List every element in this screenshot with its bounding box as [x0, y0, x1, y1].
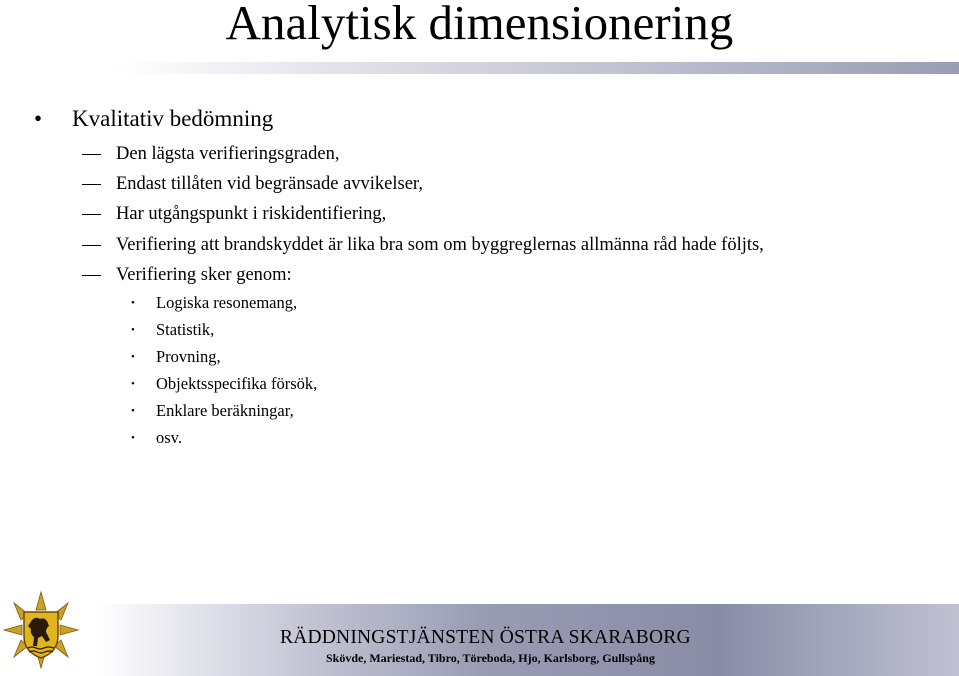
emblem-lion-icon — [2, 590, 80, 670]
bullet-level2-text: Verifiering att brandskyddet är lika bra som om byggreglernas allmänna råd hade följts, — [116, 235, 764, 255]
dash-icon — [82, 184, 101, 185]
dash-icon — [82, 214, 101, 215]
bullet-level2-text: Endast tillåten vid begränsade avvikelser, — [116, 174, 423, 194]
bullet-level2-text: Har utgångspunkt i riskidentifiering, — [116, 204, 387, 224]
bullet-level1-text: Kvalitativ bedömning — [72, 106, 274, 131]
dash-icon — [82, 275, 101, 276]
dash-icon — [82, 154, 101, 155]
bullet-level3-text: Logiska resonemang, — [156, 293, 298, 312]
bullet-dot-icon: • — [131, 324, 135, 336]
title-divider — [0, 62, 959, 74]
organization-name: RÄDDNINGSTJÄNSTEN ÖSTRA SKARABORG — [280, 627, 691, 648]
bullet-dot-icon: • — [131, 378, 135, 390]
bullet-level3-text: Enklare beräkningar, — [156, 401, 294, 420]
dash-icon — [82, 245, 101, 246]
bullet-level2-text: Verifiering sker genom: — [116, 265, 292, 285]
bullet-level3-text: osv. — [156, 428, 182, 447]
municipality-list: Skövde, Mariestad, Tibro, Töreboda, Hjo, Karlsborg, Gullspång — [326, 651, 655, 665]
slide-title: Analytisk dimensionering — [225, 0, 734, 50]
bullet-level3-text: Objektsspecifika försök, — [156, 374, 318, 393]
bullet-level3-text: Statistik, — [156, 320, 215, 339]
bullet-dot-icon: • — [131, 351, 135, 363]
bullet-dot-icon: • — [131, 405, 135, 417]
bullet-level3-text: Provning, — [156, 347, 221, 366]
bullet-dot-icon: • — [131, 432, 135, 444]
bullet-dot-icon: • — [131, 297, 135, 309]
bullet-dot-icon: • — [34, 106, 43, 131]
bullet-level2-text: Den lägsta verifieringsgraden, — [116, 144, 340, 164]
